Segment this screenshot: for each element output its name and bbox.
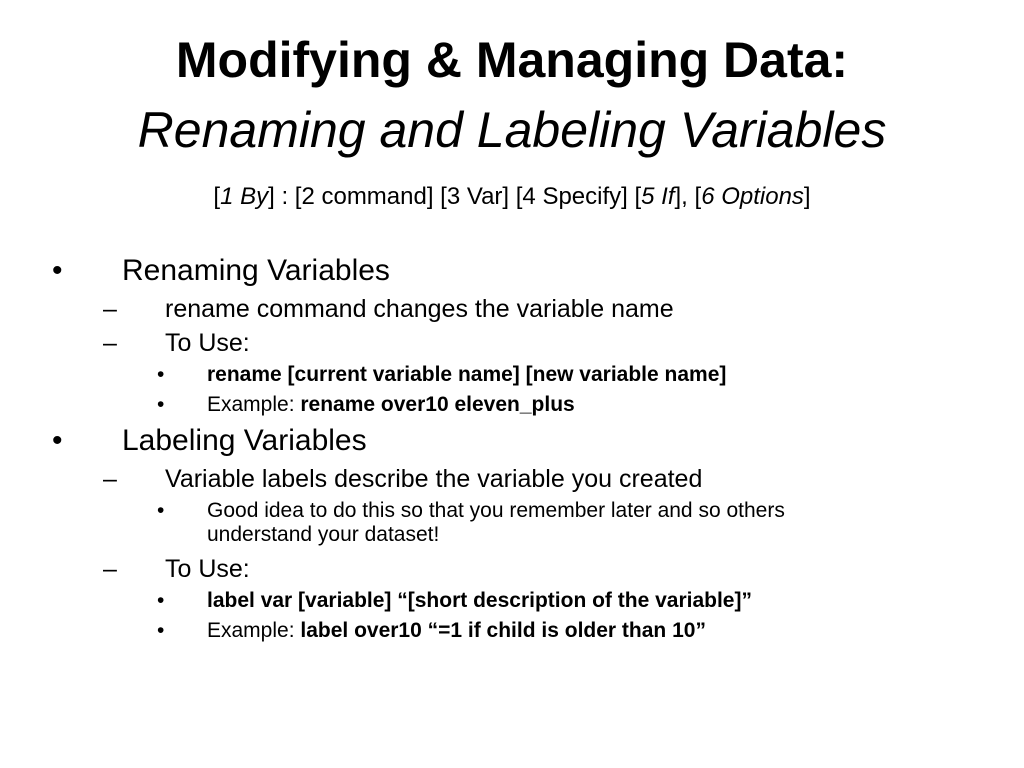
bullet-label: Labeling Variables <box>122 424 367 457</box>
example-prefix: Example: <box>207 393 301 416</box>
bullet-marker: • <box>52 254 63 287</box>
dash-marker: – <box>103 555 117 583</box>
syntax-part6-close: ] <box>803 183 811 210</box>
label-syntax-text: label var [variable] “[short description of the variable]” <box>207 589 752 612</box>
example-prefix: Example: <box>207 619 301 642</box>
syntax-part1-close: ] : [2 command] [3 Var] [4 Specify] [ <box>268 183 642 210</box>
syntax-part1-italic: 1 By <box>220 183 269 210</box>
sub-bullet-text: rename command changes the variable name <box>165 295 674 323</box>
good-idea-line-2: understand your dataset! <box>207 523 440 546</box>
rename-syntax-text: rename [current variable name] [new variable name] <box>207 363 727 386</box>
sub-bullet-text: To Use: <box>165 555 250 583</box>
syntax-part1-open: [ <box>213 183 221 210</box>
bullet-marker: • <box>157 393 165 416</box>
rename-example <box>207 392 575 418</box>
syntax-part5-close: ], [ <box>674 183 702 210</box>
dash-marker: – <box>103 465 117 493</box>
command-syntax <box>0 182 1024 212</box>
bullet-marker: • <box>157 363 165 386</box>
dash-marker: – <box>103 295 117 323</box>
bullet-marker: • <box>52 424 63 457</box>
slide-title: Modifying & Managing Data: <box>175 32 849 88</box>
label-example <box>207 618 706 644</box>
bullet-label: Renaming Variables <box>122 254 390 287</box>
slide-subtitle: Renaming and Labeling Variables <box>137 102 887 158</box>
sub-bullet-text: Variable labels describe the variable you created <box>165 465 703 493</box>
good-idea-line-1: Good idea to do this so that you remember later and so others <box>207 499 785 522</box>
example-command: rename over10 eleven_plus <box>300 393 575 416</box>
sub-bullet-text: To Use: <box>165 329 250 357</box>
syntax-part5-italic: 5 If <box>641 183 675 210</box>
example-command: label over10 “=1 if child is older than 10” <box>300 619 706 642</box>
bullet-marker: • <box>157 589 165 612</box>
dash-marker: – <box>103 329 117 357</box>
bullet-marker: • <box>157 499 165 522</box>
bullet-marker: • <box>157 619 165 642</box>
syntax-part6-italic: 6 Options <box>701 183 804 210</box>
